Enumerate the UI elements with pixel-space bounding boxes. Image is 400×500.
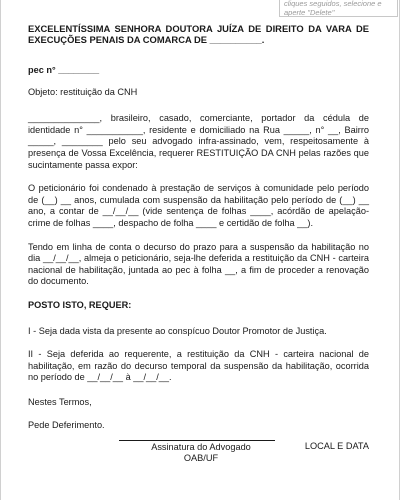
paragraph-qualification: ______________, brasileiro, casado, comerciante, portador da cédula de identidade n° ___________, residente e domiciliado na Rua _____, n° __, Bairro _____, ________ pelo seu advogado infra-assinado, vem, respeitosamente à presença de Vossa Excelência, requerer RESTITUIÇÃO DA CNH pelas razões que sucintamente passa expor: [28,113,369,170]
signature-block [91,442,311,465]
signature-name: Assinatura do Advogado [151,442,251,452]
place-date: LOCAL E DATA [304,441,369,452]
document-heading: EXCELENTÍSSIMA SENHORA DOUTORA JUÍZA DE DIREITO DA VARA DE EXECUÇÕES PENAIS DA COMARCA DE __________. [28,23,369,45]
closing-terms: Nestes Termos, [28,396,92,407]
request-item-1: I - Seja dada vista da presente ao conspícuo Doutor Promotor de Justiça. [28,325,327,336]
signature-oab: OAB/UF [183,453,219,464]
paragraph-request-reason: Tendo em linha de conta o decurso do prazo para a suspensão da habilitação no dia __/__/__, almeja o peticionário, seja-lhe deferida a restituição da CNH - carteira nacional de habilitação, juntada ao pec à folha __, a fim de proceder a renovação do documento. [28,241,369,287]
document-body [28,23,369,453]
posto-isto-heading: POSTO ISTO, REQUER: [28,299,132,310]
request-item-2: II - Seja deferida ao requerente, a restituição da CNH - carteira nacional de habilitação, em razão do decurso temporal da suspensão da habilitação, ocorrida no período de __/__/__ à __/__/__. [28,349,369,383]
signature-line [119,440,275,441]
closing-deferimento: Pede Deferimento. [28,420,105,431]
paragraph-conviction: O peticionário foi condenado à prestação de serviços à comunidade pelo período de (__) __ anos, cumulada com suspensão da habilitação pelo período de (__) __ ano, a contar de __/__/__ (vide sentença de folhas ____, acórdão de apelação-crime de folhas ____, despacho de folha ____ e certidão de folha __). [28,183,369,228]
object-line: Objeto: restituição da CNH [28,86,138,97]
instruction-note-text: cliques seguidos, selecione e aperte "Delete" [284,0,382,17]
pec-number: pec n° ________ [28,65,100,75]
instruction-note [279,0,398,17]
